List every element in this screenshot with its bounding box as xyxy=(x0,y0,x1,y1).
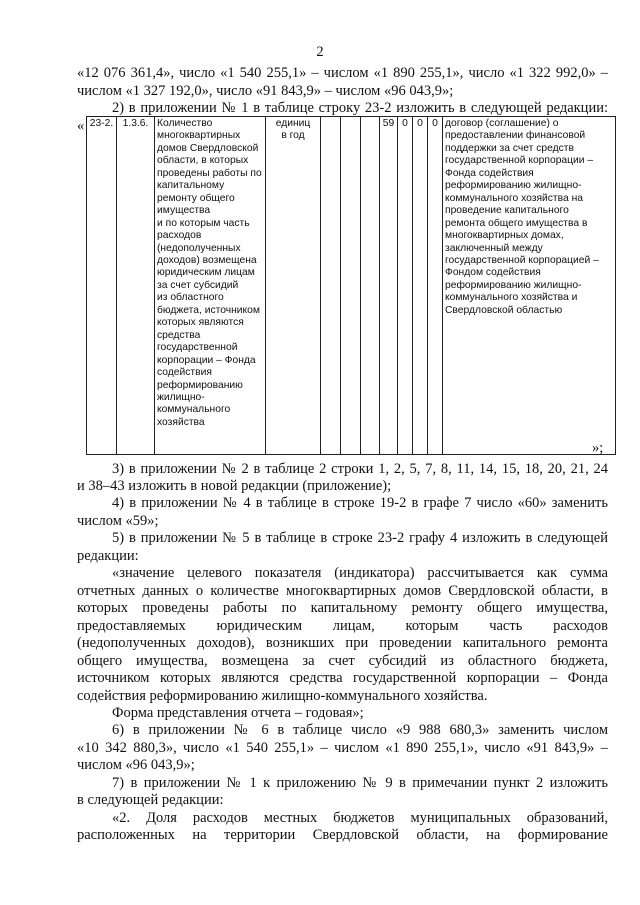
text-line: бюджета, источником xyxy=(157,304,260,316)
paragraph-line: редакции: xyxy=(77,548,139,564)
quote-5-line: отчетных данных о количестве многоквартирных домов Свердловской области, в xyxy=(77,583,608,599)
item-5: 5) в приложении № 5 в таблице в строке 23-2 графу 4 изложить в следующей xyxy=(112,530,608,546)
quote-close: »; xyxy=(592,440,604,456)
text-line: заключенный между xyxy=(445,242,543,254)
text-line: коммунального xyxy=(157,404,231,416)
text-line: единиц xyxy=(275,118,311,129)
text-line: коммунального хозяйства на xyxy=(445,192,583,204)
value-cell: 0 xyxy=(398,117,413,455)
table-row xyxy=(87,117,616,455)
text-line: юридическим лицам xyxy=(157,267,255,279)
text-line: реформированию жилищно- xyxy=(445,279,582,291)
text-line: Количество xyxy=(157,118,213,129)
text-line: договор (соглашение) о xyxy=(445,118,559,129)
text-line: области, в которых xyxy=(157,155,249,167)
row-code: 1.3.6. xyxy=(117,117,155,455)
text-line: государственной xyxy=(157,342,238,354)
item-6: 6) в приложении № 6 в таблице число «9 988 680,3» заменить числом xyxy=(112,722,608,738)
text-line: за счет субсидий xyxy=(157,279,239,291)
item-4: 4) в приложении № 4 в таблице в строке 19-2 в графе 7 число «60» заменить xyxy=(112,495,608,511)
text-line: реформированию жилищно- xyxy=(445,180,582,192)
text-line: Фондом содействия xyxy=(445,267,541,279)
quote-5-line: предоставляемых юридическим лицам, которым часть расходов xyxy=(77,618,608,634)
text-line: корпорации – Фонда xyxy=(157,354,256,366)
text-line: расходов xyxy=(157,230,202,242)
quote-open: « xyxy=(77,118,85,134)
text-line: предоставлении финансовой xyxy=(445,130,586,142)
form-line: Форма представления отчета – годовая»; xyxy=(112,705,364,721)
text-line: домов Свердловской xyxy=(157,142,259,154)
amendment-table xyxy=(86,116,616,455)
text-line: и по которым часть xyxy=(157,217,250,229)
text-line: в год xyxy=(281,130,305,142)
text-line: коммунального хозяйства и xyxy=(445,292,578,304)
text-line: средства xyxy=(157,329,201,341)
quote-5-line: источником которых являются средства государственной корпорации – Фонда xyxy=(77,670,608,686)
value-cell xyxy=(361,117,380,455)
row-number: 23-2. xyxy=(87,117,117,455)
text-line: капитальному xyxy=(157,180,225,192)
paragraph-line: числом «96 043,9»; xyxy=(77,757,195,773)
paragraph-line: числом «1 327 192,0», число «91 843,9» – числом «96 043,9»; xyxy=(77,83,454,99)
text-line: реформированию xyxy=(157,379,243,391)
text-line: содействия xyxy=(157,367,212,379)
text-line: многоквартирных домах, xyxy=(445,230,564,242)
value-cell: 0 xyxy=(413,117,428,455)
text-line: из областного xyxy=(157,292,224,304)
paragraph-line: в следующей редакции: xyxy=(77,792,224,808)
paragraph-line: «12 076 361,4», число «1 540 255,1» – числом «1 890 255,1», число «1 322 992,0» – xyxy=(77,65,608,81)
text-line: проведены работы по xyxy=(157,167,262,179)
value-cell: 0 xyxy=(428,117,443,455)
text-line: хозяйства xyxy=(157,416,205,428)
text-line: государственной корпорации – xyxy=(445,155,594,167)
text-line: поддержки за счет средств xyxy=(445,142,574,154)
unit-cell xyxy=(266,117,321,455)
text-line: проведение капитального xyxy=(445,205,569,217)
source-cell xyxy=(443,117,616,455)
quote-5-line: содействия реформированию жилищно-коммунального хозяйства. xyxy=(77,688,488,704)
text-line: ремонту общего xyxy=(157,192,235,204)
text-line: многоквартирных xyxy=(157,130,241,142)
text-line: имущества xyxy=(157,205,211,217)
quote-7-line: расположенных на территории Свердловской области, на формирование xyxy=(77,827,608,843)
text-line: Фонда содействия xyxy=(445,167,534,179)
quote-5-line: (недополученных доходов), возникших при проведении капитального ремонта xyxy=(77,635,608,651)
paragraph-line: «10 342 880,3», число «1 540 255,1» – числом «1 890 255,1», число «91 843,9» – xyxy=(77,740,608,756)
item-2: 2) в приложении № 1 в таблице строку 23-2 изложить в следующей редакции: xyxy=(112,100,608,116)
value-cell xyxy=(321,117,341,455)
page-number: 2 xyxy=(316,44,324,60)
value-cell: 59 xyxy=(380,117,398,455)
text-line: ремонта общего имущества в xyxy=(445,217,588,229)
text-line: Свердловской областью xyxy=(445,304,563,316)
quote-5-line: которых проведены работы по капитальному ремонту общего имущества, xyxy=(77,600,608,616)
paragraph-line: и 38–43 изложить в новой редакции (приложение); xyxy=(77,478,392,494)
text-line: доходов) возмещена xyxy=(157,254,257,266)
quote-5-line: общего имущества, возмещена за счет субсидий из областного бюджета, xyxy=(77,653,608,669)
text-line: государственной корпорацией – xyxy=(445,254,599,266)
paragraph-line: числом «59»; xyxy=(77,513,159,529)
value-cell xyxy=(341,117,361,455)
text-line: которых являются xyxy=(157,317,244,329)
quote-5-line: «значение целевого показателя (индикатора) рассчитывается как сумма xyxy=(112,565,608,581)
text-line: (недополученных xyxy=(157,242,241,254)
indicator-name xyxy=(155,117,266,455)
quote-7-line: «2. Доля расходов местных бюджетов муниципальных образований, xyxy=(112,810,608,826)
text-line: жилищно- xyxy=(157,391,205,403)
item-3: 3) в приложении № 2 в таблице 2 строки 1, 2, 5, 7, 8, 11, 14, 15, 18, 20, 21, 24 xyxy=(112,461,608,477)
item-7: 7) в приложении № 1 к приложению № 9 в примечании пункт 2 изложить xyxy=(112,775,608,791)
